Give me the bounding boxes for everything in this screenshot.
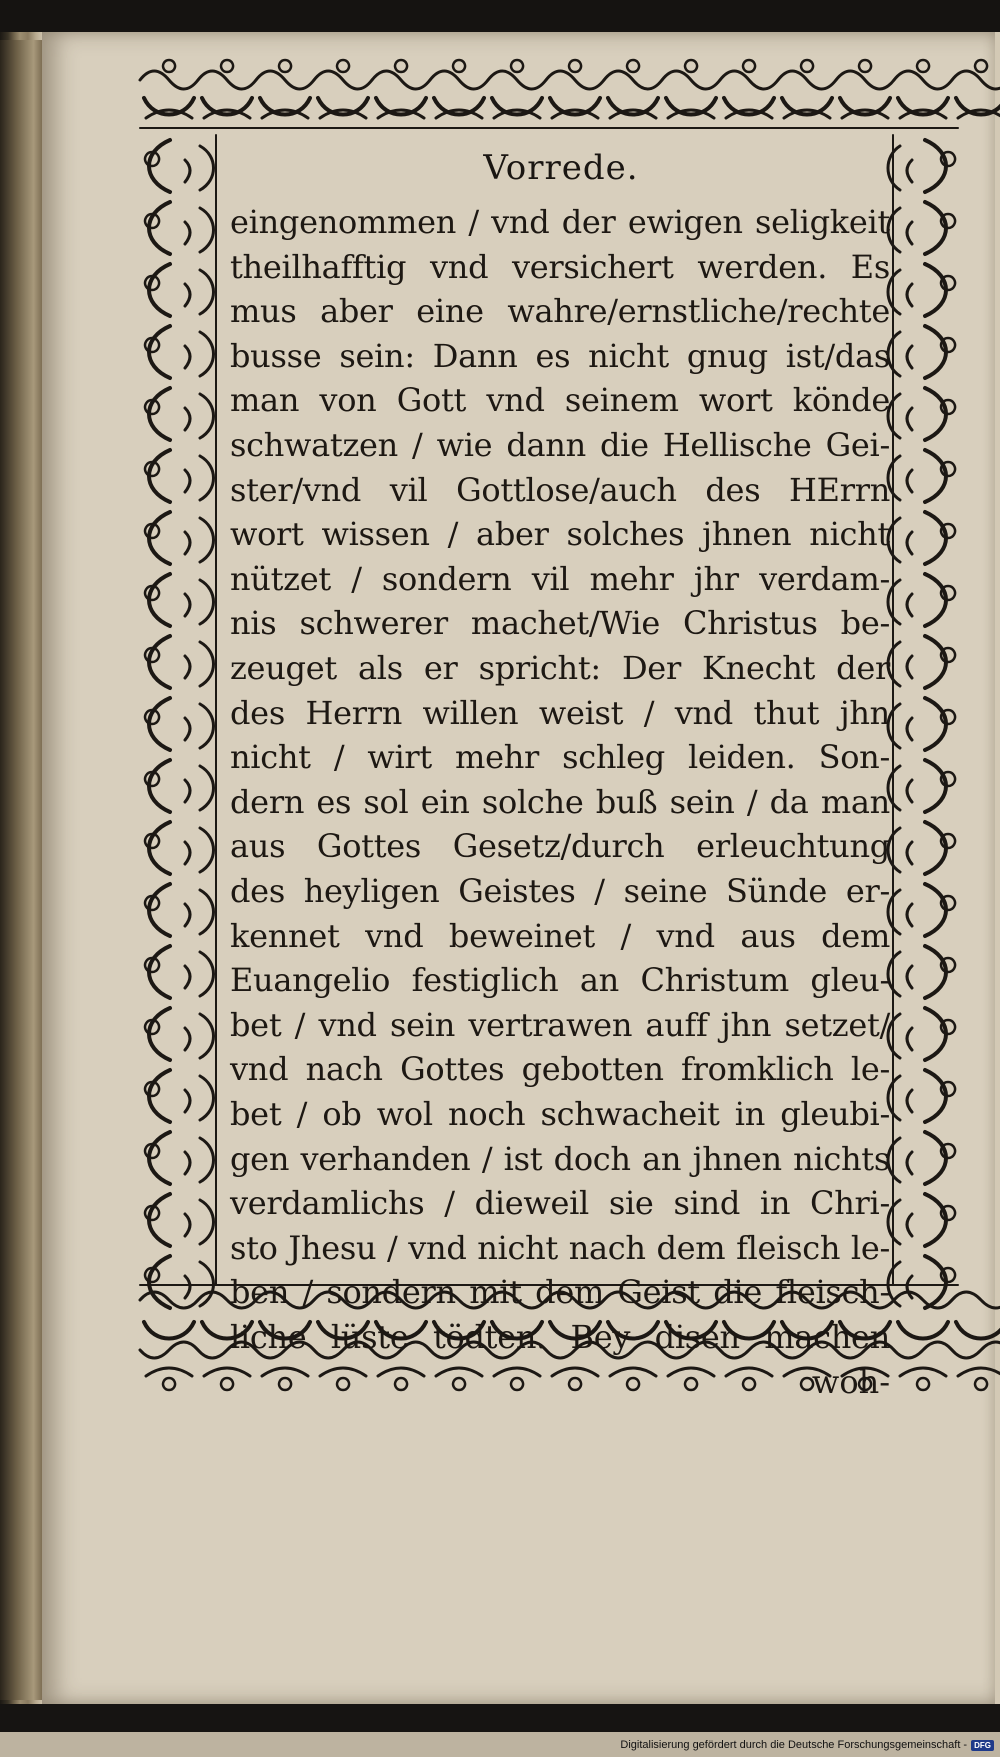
text-line: bet / ob wol noch schwacheit in gleubi- (230, 1095, 890, 1133)
text-line: des Herrn willen weist / vnd thut jhn (230, 693, 890, 732)
text-line: des heyligen Geistes / seine Sünde er- (230, 872, 890, 910)
text-line: busse sein: Dann es nicht gnug ist/das (230, 336, 890, 375)
text-line: zeuget als er spricht: Der Knecht der (230, 649, 890, 687)
text-line: verdamlichs / dieweil sie sind in Chri- (230, 1184, 890, 1223)
digitization-credit (620, 1739, 994, 1751)
text-line: wort wissen / aber solches jhnen nicht (230, 515, 890, 554)
text-line: sto Jhesu / vnd nicht nach dem fleisch le- (230, 1228, 890, 1267)
text-line: gen verhanden / ist doch an jhnen nichts (230, 1139, 890, 1178)
text-line: theilhafftig vnd versichert werden. Es (230, 247, 890, 286)
text-line: ben / sondern mit dem Geist die fleisch- (230, 1273, 890, 1312)
dfg-logo: DFG (971, 1740, 994, 1751)
page-heading: Vorrede. (483, 148, 639, 188)
text-line: bet / vnd sein vertrawen auff jhn setzet/ (230, 1005, 890, 1044)
text-line: kennet vnd beweinet / vnd aus dem (230, 916, 890, 955)
text-line: liche lüste tödten. Bey disen machen (230, 1318, 890, 1356)
text-line: schwatzen / wie dann die Hellische Gei- (230, 426, 890, 464)
text-line: nützet / sondern vil mehr jhr verdam- (230, 559, 890, 598)
text-line: eingenommen / vnd der ewigen seligkeit (230, 203, 890, 241)
text-line: Euangelio festiglich an Christum gleu- (230, 961, 890, 1000)
text-line: nis schwerer machet/Wie Christus be- (230, 604, 890, 643)
text-line: man von Gott vnd seinem wort könde (230, 381, 890, 420)
bottom-margin (0, 1704, 1000, 1732)
credit-text: Digitalisierung gefördert durch die Deutsche Forschungsgemeinschaft - (620, 1739, 968, 1751)
catchword: woh- (811, 1362, 890, 1401)
text-line: mus aber eine wahre/ernstliche/rechte (230, 292, 890, 331)
text-line: ster/vnd vil Gottlose/auch des HErrn (230, 470, 890, 509)
text-line: vnd nach Gottes gebotten fromklich le- (230, 1050, 890, 1089)
text-line: dern es sol ein solche buß sein / da man (230, 782, 890, 821)
text-line: aus Gottes Gesetz/durch erleuchtung (230, 827, 890, 866)
text-line: nicht / wirt mehr schleg leiden. Son- (230, 738, 890, 777)
